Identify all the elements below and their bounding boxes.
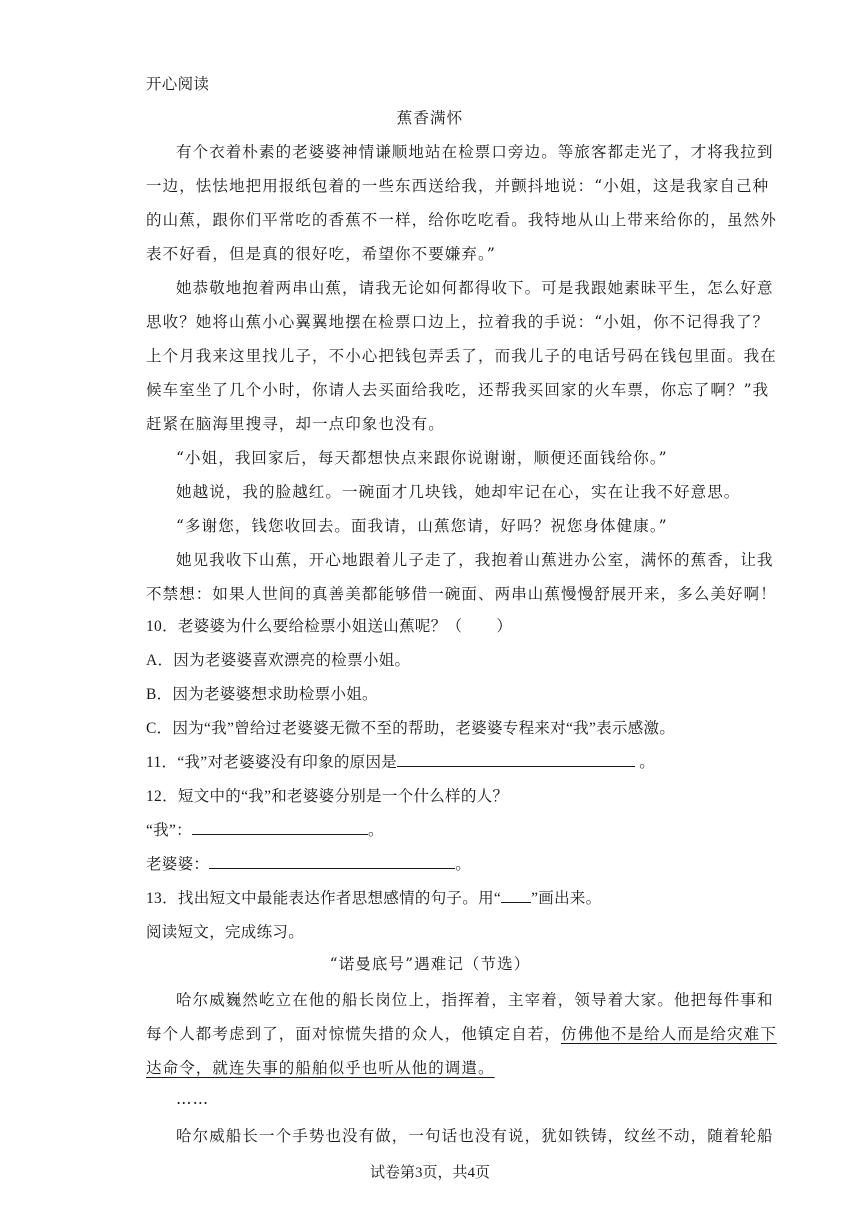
- story1-line: “小姐，我回家后，每天都想快点来跟你说谢谢，顺便还面钱给你。”: [176, 449, 668, 467]
- question-12-old-period: 。: [455, 856, 472, 873]
- question-11-end: 。: [635, 754, 656, 771]
- story1-line: 她恭敬地抱着两串山蕉，请我无论如何都得收下。可是我跟她素昧平生，怎么好意: [176, 279, 774, 297]
- story1-line: 有个衣着朴素的老婆婆神情谦顺地站在检票口旁边。等旅客都走光了，才将我拉到: [176, 143, 774, 161]
- story1-line: 的山蕉，跟你们平常吃的香蕉不一样，给你吃吃看。我特地从山上带来给你的，虽然外: [146, 211, 777, 229]
- question-10: [146, 614, 512, 636]
- question-13-text-a: 13．找出短文中最能表达作者思想感情的句子。用“: [146, 890, 502, 907]
- question-12-old: [146, 852, 471, 874]
- question-13: [146, 886, 601, 908]
- option-c[interactable]: C．因为“我”曾给过老婆婆无微不至的帮助，老婆婆专程来对“我”表示感激。: [146, 720, 676, 737]
- section-label: 开心阅读: [146, 76, 210, 93]
- story1-line: 她见我收下山蕉，开心地跟着儿子走了，我抱着山蕉进办公室，满怀的蕉香，让我: [176, 551, 774, 569]
- page-footer: 试卷第3页，共4页: [369, 1165, 490, 1181]
- question-13-text-b: ”画出来。: [531, 890, 602, 907]
- story2-line-part: 每个人都考虑到了，面对惊慌失措的众人，他镇定自若，: [146, 1025, 562, 1043]
- question-11-text: 11．“我”对老婆婆没有印象的原因是: [146, 754, 398, 771]
- answer-blank[interactable]: [397, 751, 635, 767]
- question-12-me-period: 。: [367, 822, 384, 839]
- story1-line: 不禁想：如果人世间的真善美都能够借一碗面、两串山蕉慢慢舒展开来，多么美好啊！: [146, 585, 777, 603]
- story1-line: 思收？她将山蕉小心翼翼地摆在检票口边上，拉着我的手说：“小姐，你不记得我了？: [146, 313, 770, 331]
- reading-instruction: 阅读短文，完成练习。: [146, 924, 305, 941]
- underlined-sentence: 达命令，就连失事的船舶似乎也听从他的调遣。: [146, 1059, 495, 1077]
- question-10-text: 10．老婆婆为什么要给检票小姐送山蕉呢？（: [146, 618, 463, 635]
- question-10-close: ）: [496, 618, 513, 635]
- story1-line: 上个月我来这里找儿子，不小心把钱包弄丢了，而我儿子的电话号码在钱包里面。我在: [146, 347, 777, 365]
- option-b[interactable]: B．因为老婆婆想求助检票小姐。: [146, 686, 378, 703]
- story2-line: [146, 1022, 777, 1044]
- story2-line: 哈尔威巍然屹立在他的船长岗位上，指挥着，主宰着，领导着大家。他把每件事和: [176, 991, 774, 1009]
- story1-line: 她越说，我的脸越红。一碗面才几块钱，她却牢记在心，实在让我不好意思。: [176, 483, 741, 501]
- story2-ellipsis: ……: [176, 1090, 210, 1108]
- story1-line: 表不好看，但是真的很好吃，希望你不要嫌弃。”: [146, 245, 496, 263]
- option-a[interactable]: A．因为老婆婆喜欢漂亮的检票小姐。: [146, 652, 411, 669]
- story1-line: “多谢您，钱您收回去。面我请，山蕉您请，好吗？祝您身体健康。”: [176, 517, 668, 535]
- story1-title: 蕉香满怀: [396, 109, 464, 127]
- story1-line: 一边，怯怯地把用报纸包着的一些东西送给我，并颤抖地说：“小姐，这是我家自己种: [146, 177, 770, 195]
- underlined-sentence: 仿佛他不是给人而是给灾难下: [561, 1025, 777, 1043]
- question-12-me: [146, 818, 384, 840]
- story1-line: 赶紧在脑海里搜寻，却一点印象也没有。: [146, 415, 445, 433]
- story2-title: “诺曼底号”遇难记（节选）: [329, 955, 531, 973]
- question-12-old-label: 老婆婆：: [146, 856, 210, 873]
- question-11: [146, 750, 655, 772]
- story2-line: 哈尔威船长一个手势也没有做，一句话也没有说，犹如铁铸，纹丝不动，随着轮船: [176, 1127, 774, 1145]
- answer-blank[interactable]: [209, 853, 455, 869]
- question-12-me-label: “我”：: [146, 822, 192, 839]
- story1-line: 候车室坐了几个小时，你请人去买面给我吃，还帮我买回家的火车票，你忘了啊？”我: [146, 381, 770, 399]
- question-12: 12．短文中的“我”和老婆婆分别是一个什么样的人？: [146, 788, 509, 805]
- underline-mark: [501, 887, 531, 903]
- answer-blank[interactable]: [192, 819, 368, 835]
